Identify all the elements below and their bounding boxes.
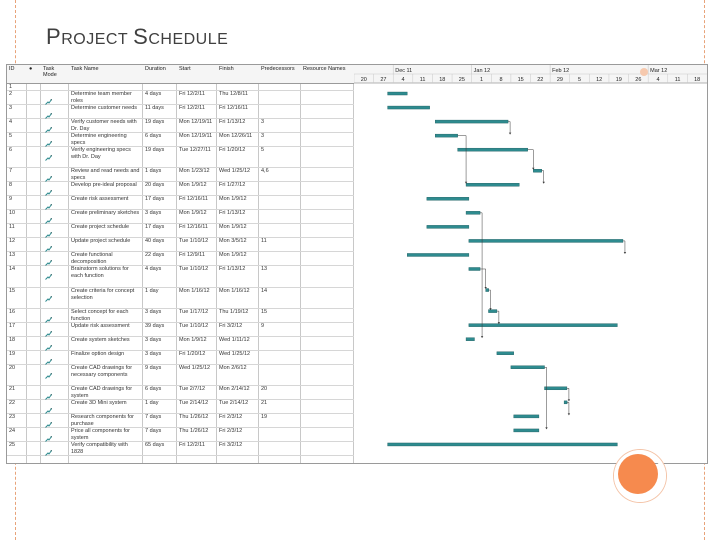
task-name: Determine team member roles — [71, 91, 132, 105]
task-id: 22 — [9, 399, 16, 406]
task-finish: Mon 2/6/12 — [219, 364, 247, 371]
task-finish: Mon 1/9/12 — [219, 196, 247, 203]
task-bar[interactable] — [469, 239, 623, 242]
auto-schedule-icon — [45, 92, 52, 98]
dependency-link — [545, 367, 547, 428]
task-name: Select concept for each function — [71, 308, 129, 322]
timescale-day-label: 4 — [401, 77, 405, 83]
task-duration: 3 days — [145, 308, 162, 315]
auto-schedule-icon — [45, 415, 52, 421]
column-header-duration[interactable]: Duration — [145, 66, 166, 72]
task-duration: 3 days — [145, 210, 162, 217]
table-row[interactable] — [7, 181, 354, 196]
decorative-dot — [640, 68, 648, 76]
auto-schedule-icon — [45, 239, 52, 245]
task-table[interactable] — [7, 65, 354, 463]
task-bar[interactable] — [564, 401, 567, 404]
task-name: Verify engineering specs with Dr. Day — [71, 147, 131, 161]
table-row[interactable] — [7, 237, 354, 252]
task-finish: Fri 1/20/12 — [219, 147, 246, 154]
task-id: 17 — [9, 322, 16, 329]
task-start: Fri 12/2/11 — [179, 91, 205, 98]
task-bar[interactable] — [466, 211, 480, 214]
timescale-day-label: 29 — [556, 77, 563, 83]
task-predecessors: 13 — [261, 266, 268, 273]
auto-schedule-icon — [45, 148, 52, 154]
task-predecessors: 11 — [261, 238, 267, 245]
column-header-info[interactable]: ● — [29, 66, 33, 72]
task-bar[interactable] — [469, 267, 480, 270]
task-start: Fri 12/2/11 — [179, 441, 205, 448]
task-predecessors: 15 — [261, 308, 268, 315]
timescale-day-label: 25 — [458, 77, 465, 83]
task-predecessors — [259, 337, 299, 350]
task-id: 1 — [9, 84, 13, 90]
task-name: Research components for purchase — [71, 413, 134, 427]
task-id: 25 — [9, 441, 16, 448]
task-duration: 7 days — [145, 427, 162, 434]
timescale-month-label: Jan 12 — [473, 68, 491, 74]
task-duration: 65 days — [145, 441, 165, 448]
task-bar[interactable] — [469, 324, 617, 327]
dependency-link — [567, 402, 569, 414]
task-name: Price all components for system — [71, 427, 130, 441]
timescale-day-label: 4 — [656, 77, 660, 83]
dependency-link — [567, 388, 569, 400]
task-predecessors — [259, 91, 299, 104]
timescale-day-label: 19 — [615, 77, 622, 83]
task-start: Tue 1/10/12 — [179, 238, 209, 245]
timescale-month-label: Dec 11 — [395, 68, 413, 74]
task-id: 4 — [9, 119, 13, 126]
task-finish: Fri 3/2/12 — [219, 322, 243, 329]
auto-schedule-icon — [45, 169, 52, 175]
task-duration: 3 days — [145, 336, 162, 343]
column-header-start[interactable]: Start — [179, 66, 191, 72]
task-finish: Wed 1/25/12 — [219, 168, 251, 175]
task-start: Thu 1/26/12 — [179, 413, 209, 420]
task-id: 13 — [9, 252, 16, 259]
auto-schedule-icon — [45, 183, 52, 189]
table-row[interactable] — [7, 399, 354, 414]
task-id: 12 — [9, 238, 16, 245]
task-bar[interactable] — [497, 352, 514, 355]
task-id: 16 — [9, 308, 16, 315]
task-finish: Fri 1/27/12 — [219, 182, 246, 189]
task-duration: 19 days — [145, 147, 165, 154]
task-id: 2 — [9, 91, 13, 98]
task-duration: 17 days — [145, 196, 165, 203]
task-predecessors — [259, 224, 299, 237]
task-id: 21 — [9, 385, 16, 392]
task-duration: 9 days — [145, 364, 162, 371]
auto-schedule-icon — [45, 387, 52, 393]
task-name: Create preliminary sketches — [71, 210, 140, 217]
task-start: Mon 12/19/11 — [179, 133, 213, 140]
task-name: Determine engineering specs — [71, 133, 127, 147]
auto-schedule-icon — [45, 324, 52, 330]
task-finish: Mon 1/16/12 — [219, 287, 250, 294]
task-duration: 1 day — [145, 287, 159, 294]
timescale-day-label: 12 — [596, 77, 603, 83]
task-predecessors: 21 — [261, 399, 268, 406]
task-name: Create project schedule — [71, 224, 130, 231]
table-row[interactable] — [7, 90, 354, 105]
auto-schedule-icon — [45, 310, 52, 316]
timescale-day-label: 15 — [517, 77, 524, 83]
task-id: 7 — [9, 168, 13, 175]
dependency-arrowhead — [481, 336, 483, 338]
task-bar[interactable] — [458, 148, 528, 151]
timescale-day-label: 5 — [577, 77, 582, 83]
auto-schedule-icon — [45, 401, 52, 407]
column-header-finish[interactable]: Finish — [219, 66, 234, 72]
column-header-id[interactable]: ID — [9, 66, 15, 72]
task-bar[interactable] — [486, 289, 489, 292]
task-duration: 19 days — [145, 119, 165, 126]
timescale-day-label: 20 — [360, 77, 367, 83]
task-finish: Fri 1/13/12 — [219, 119, 246, 126]
task-predecessors — [259, 351, 299, 364]
task-bar[interactable] — [388, 106, 430, 109]
task-predecessors: 20 — [261, 385, 268, 392]
dependency-arrowhead — [543, 182, 545, 184]
task-predecessors: 5 — [261, 147, 265, 154]
task-start: Fri 12/16/11 — [179, 224, 208, 231]
task-id: 5 — [9, 133, 13, 140]
dependency-link — [528, 150, 534, 169]
task-predecessors: 3 — [261, 119, 265, 126]
task-name: Create functional decomposition — [71, 252, 113, 266]
task-start: Tue 1/10/12 — [179, 322, 209, 329]
auto-schedule-icon — [45, 106, 52, 112]
task-predecessors — [259, 252, 299, 265]
task-bar[interactable] — [514, 429, 539, 432]
table-row[interactable] — [7, 441, 354, 456]
gantt-timeline[interactable] — [354, 65, 707, 463]
auto-schedule-icon — [45, 211, 52, 217]
task-name: Update risk assessment — [71, 322, 130, 329]
task-name: Review and read needs and specs — [71, 168, 140, 182]
task-finish: Mon 12/26/11 — [219, 133, 253, 140]
auto-schedule-icon — [45, 443, 52, 449]
task-finish: Fri 2/3/12 — [219, 427, 243, 434]
dependency-link — [542, 171, 544, 183]
task-duration: 1 day — [145, 399, 159, 406]
task-name: Update project schedule — [71, 238, 131, 245]
task-bar[interactable] — [533, 169, 541, 172]
task-duration: 4 days — [145, 266, 162, 273]
column-header-mode[interactable]: Task Mode — [43, 66, 57, 78]
title-rest-2: CHEDULE — [148, 31, 229, 48]
auto-schedule-icon — [45, 225, 52, 231]
task-finish: Fri 12/16/11 — [219, 105, 248, 112]
dependency-arrowhead — [568, 399, 570, 401]
task-name: Determine customer needs — [71, 105, 138, 112]
task-id: 23 — [9, 413, 16, 420]
table-row[interactable] — [7, 265, 354, 287]
table-row[interactable] — [7, 132, 354, 147]
table-row[interactable] — [7, 350, 354, 365]
table-row[interactable] — [7, 413, 354, 428]
task-bar[interactable] — [427, 197, 469, 200]
title-initial-1: P — [46, 24, 62, 49]
task-start: Tue 12/27/11 — [179, 147, 211, 154]
task-id: 24 — [9, 427, 16, 434]
task-duration: 1 days — [145, 168, 162, 175]
task-predecessors — [259, 182, 299, 195]
task-name: Create CAD drawings for necessary components — [71, 364, 133, 378]
task-duration: 3 days — [145, 350, 162, 357]
dependency-arrowhead — [545, 427, 547, 429]
task-bar[interactable] — [514, 415, 539, 418]
task-id: 10 — [9, 210, 16, 217]
table-row[interactable] — [7, 167, 354, 182]
title-initial-2: S — [133, 24, 149, 49]
task-start: Mon 1/23/12 — [179, 168, 210, 175]
task-duration: 4 days — [145, 91, 162, 98]
task-duration: 20 days — [145, 182, 165, 189]
table-row[interactable] — [7, 104, 354, 119]
task-finish: Wed 1/25/12 — [219, 350, 251, 357]
task-id: 3 — [9, 105, 13, 112]
task-finish: Fri 1/13/12 — [219, 266, 246, 273]
title-rest-1: ROJECT — [61, 31, 129, 48]
table-row[interactable] — [7, 427, 354, 442]
task-id: 6 — [9, 147, 13, 154]
task-id: 11 — [9, 224, 15, 231]
task-id: 18 — [9, 336, 16, 343]
task-start: Mon 1/16/12 — [179, 287, 210, 294]
task-name: Create system sketches — [71, 336, 130, 343]
task-finish: Mon 1/9/12 — [219, 252, 247, 259]
task-start: Tue 2/7/12 — [179, 385, 206, 392]
table-row[interactable] — [7, 364, 354, 386]
task-duration: 17 days — [145, 224, 165, 231]
task-name: Create CAD drawings for system — [71, 385, 133, 399]
gantt-chart[interactable] — [6, 64, 708, 464]
timescale-day-label: 18 — [439, 77, 446, 83]
auto-schedule-icon — [45, 134, 52, 140]
table-row[interactable] — [7, 322, 354, 337]
auto-schedule-icon — [45, 289, 52, 295]
dependency-link — [480, 213, 482, 337]
task-predecessors — [259, 365, 299, 385]
task-start: Mon 1/9/12 — [179, 182, 207, 189]
dependency-link — [497, 311, 499, 323]
task-duration: 6 days — [145, 385, 162, 392]
table-row[interactable] — [7, 385, 354, 400]
table-row[interactable] — [7, 146, 354, 168]
dependency-link — [623, 241, 625, 253]
task-bar[interactable] — [435, 120, 508, 123]
table-row[interactable] — [7, 195, 354, 210]
table-row[interactable] — [7, 223, 354, 238]
task-id: 19 — [9, 350, 16, 357]
task-finish: Wed 1/11/12 — [219, 336, 250, 343]
dependency-link — [488, 290, 490, 309]
timescale-day-label: 26 — [635, 77, 642, 83]
task-bar[interactable] — [466, 183, 519, 186]
task-finish: Thu 1/19/12 — [219, 308, 249, 315]
task-start: Thu 1/26/12 — [179, 427, 209, 434]
task-start: Mon 1/9/12 — [179, 336, 207, 343]
task-finish: Fri 1/13/12 — [219, 210, 246, 217]
task-start: Mon 1/9/12 — [179, 210, 207, 217]
timescale-day-label: 8 — [499, 77, 503, 83]
task-bar[interactable] — [435, 134, 457, 137]
task-duration: 39 days — [145, 322, 165, 329]
task-predecessors — [259, 210, 299, 223]
task-start: Mon 12/19/11 — [179, 119, 213, 126]
task-start: Tue 1/17/12 — [179, 308, 209, 315]
task-predecessors: 4,6 — [261, 168, 269, 175]
task-duration: 7 days — [145, 413, 162, 420]
task-start: Fri 12/16/11 — [179, 196, 208, 203]
dependency-arrowhead — [624, 252, 626, 254]
table-row[interactable] — [7, 251, 354, 266]
task-id: 15 — [9, 287, 16, 294]
task-duration: 6 days — [145, 133, 162, 140]
task-predecessors: 19 — [261, 413, 268, 420]
task-predecessors — [259, 428, 299, 441]
slide-title — [46, 24, 228, 50]
table-row[interactable] — [7, 308, 354, 323]
timescale-day-label: 18 — [694, 77, 701, 83]
task-finish: Tue 2/14/12 — [219, 399, 249, 406]
task-predecessors — [259, 105, 299, 118]
timescale-month-label: Mar 12 — [650, 68, 668, 74]
task-predecessors — [259, 196, 299, 209]
auto-schedule-icon — [45, 338, 52, 344]
task-id: 20 — [9, 364, 16, 371]
timescale-day-label: 27 — [380, 77, 387, 83]
timescale-day-label: 11 — [674, 77, 681, 83]
table-row[interactable] — [7, 118, 354, 133]
task-bar[interactable] — [388, 92, 408, 95]
timescale-day-label: 11 — [419, 77, 426, 83]
task-bar[interactable] — [388, 443, 618, 446]
task-predecessors — [259, 442, 299, 455]
dependency-link — [458, 136, 466, 183]
task-id: 8 — [9, 182, 13, 189]
task-id: 14 — [9, 266, 16, 273]
task-finish: Thu 12/8/11 — [219, 91, 248, 98]
task-id: 9 — [9, 196, 13, 203]
task-start: Fri 12/2/11 — [179, 105, 205, 112]
task-name: Finalize option design — [71, 350, 125, 357]
timescale-day-label: 22 — [537, 77, 544, 83]
timeline-canvas — [354, 65, 707, 463]
task-finish: Mon 2/14/12 — [219, 385, 250, 392]
decorative-circle — [618, 454, 658, 494]
task-name: Verify compatibility with 1828 — [71, 441, 128, 455]
task-bar[interactable] — [466, 338, 474, 341]
table-row[interactable] — [7, 336, 354, 351]
task-bar[interactable] — [407, 253, 469, 256]
task-bar[interactable] — [511, 366, 545, 369]
task-bar[interactable] — [488, 310, 496, 313]
table-row[interactable] — [7, 287, 354, 309]
timescale-day-label: 1 — [479, 77, 484, 83]
task-name: Brainstorm solutions for each function — [71, 266, 129, 280]
timescale-month-label: Feb 12 — [552, 68, 570, 74]
task-finish: Mon 1/9/12 — [219, 224, 247, 231]
auto-schedule-icon — [45, 267, 52, 273]
task-name: Develop pre-ideal proposal — [71, 182, 137, 189]
task-finish: Mon 3/5/12 — [219, 238, 247, 245]
dependency-arrowhead — [568, 413, 570, 415]
table-row[interactable] — [7, 209, 354, 224]
task-duration: 22 days — [145, 252, 165, 259]
auto-schedule-icon — [45, 120, 52, 126]
task-name: Verify customer needs with Dr. Day — [71, 119, 137, 133]
column-header-name[interactable]: Task Name — [71, 66, 99, 72]
task-name: Create 3D Mini system — [71, 399, 127, 406]
auto-schedule-icon — [45, 366, 52, 372]
task-duration: 11 days — [145, 105, 164, 112]
task-start: Tue 2/14/12 — [179, 399, 209, 406]
auto-schedule-icon — [45, 197, 52, 203]
task-predecessors: 3 — [261, 133, 265, 140]
task-start: Tue 1/10/12 — [179, 266, 209, 273]
task-bar[interactable] — [545, 387, 567, 390]
auto-schedule-icon — [45, 253, 52, 259]
table-header-row — [7, 65, 354, 84]
task-predecessors: 14 — [261, 287, 268, 294]
task-bar[interactable] — [427, 225, 469, 228]
auto-schedule-icon — [45, 352, 52, 358]
dependency-arrowhead — [509, 133, 511, 135]
task-name: Create risk assessment — [71, 196, 129, 203]
task-start: Fri 12/9/11 — [179, 252, 205, 259]
task-finish: Fri 3/2/12 — [219, 441, 243, 448]
task-predecessors: 9 — [261, 322, 265, 329]
dependency-link — [508, 122, 510, 134]
auto-schedule-icon — [45, 429, 52, 435]
column-header-predecessors[interactable]: Predecessors — [261, 66, 295, 72]
task-duration: 40 days — [145, 238, 165, 245]
task-start: Fri 1/20/12 — [179, 350, 206, 357]
task-name: Create criteria for concept selection — [71, 287, 135, 301]
task-finish: Fri 2/3/12 — [219, 413, 243, 420]
task-start: Wed 1/25/12 — [179, 364, 211, 371]
column-header-resources[interactable]: Resource Names — [303, 66, 346, 72]
dependency-link — [480, 269, 486, 288]
